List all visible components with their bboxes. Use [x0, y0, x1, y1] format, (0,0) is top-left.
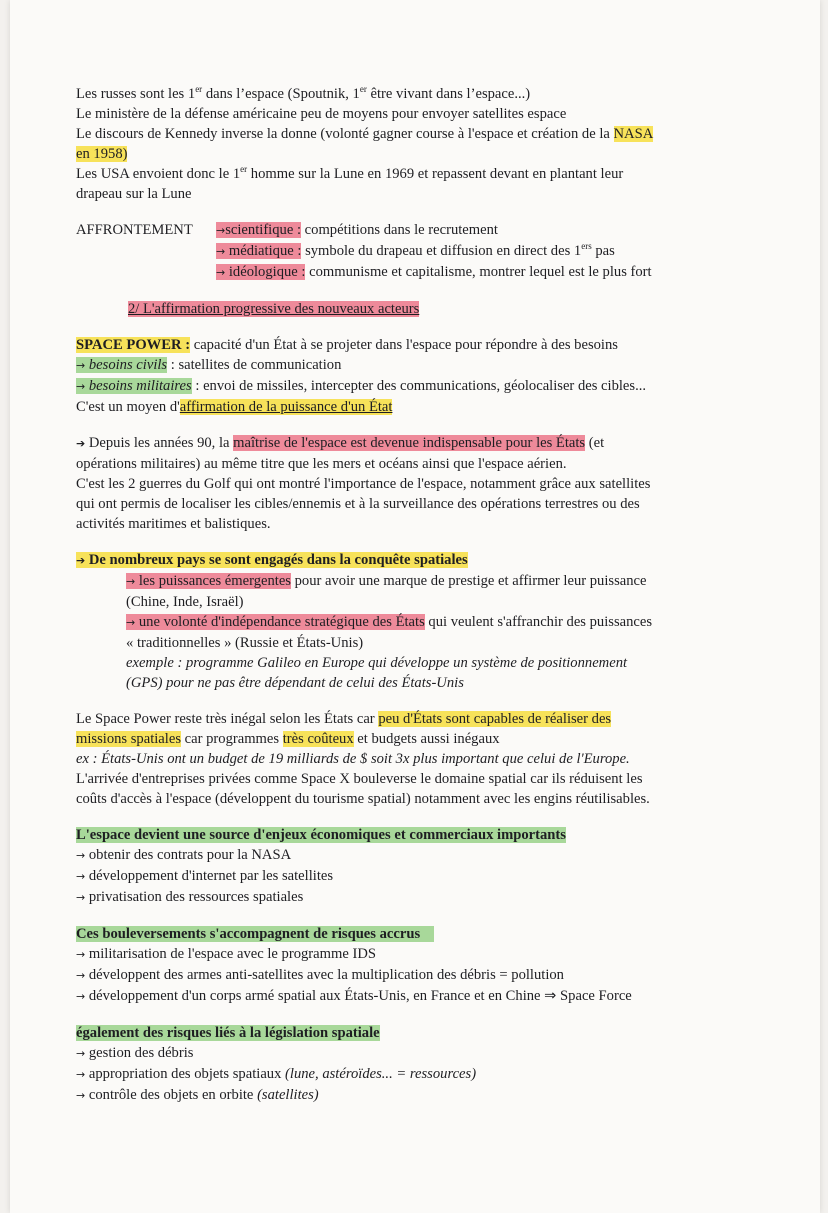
risques-title: Ces bouleversements s'accompagnent de risques accrus [76, 926, 434, 942]
arrow-icon: → [216, 224, 226, 237]
affrontement-item-1: →scientifique : compétitions dans le recrutement [216, 222, 498, 238]
tag-besoins-militaires: → besoins militaires [76, 378, 192, 394]
affrontement-item-3: → idéologique : communisme et capitalisme, montrer lequel est le plus fort [216, 264, 652, 280]
tag-ideologique: → idéologique : [216, 264, 306, 280]
bold-arrow-icon: ➔ [76, 437, 86, 450]
arrow-icon: → [76, 1089, 86, 1102]
document-page [10, 0, 820, 1213]
legislation-title-row [76, 1023, 756, 1043]
puissances-emergentes: → les puissances émergentes pour avoir une marque de prestige et affirmer leur puissance [126, 573, 647, 589]
enjeux-item-2: → développement d'internet par les satellites [76, 868, 334, 884]
arrow-icon: → [76, 380, 86, 393]
inegal-line-5: coûts d'accès à l'espace (développent du tourisme spatial) notamment avec les engins réutilisables. [76, 791, 650, 807]
section-2-title: 2/ L'affirmation progressive des nouveaux acteurs [128, 301, 420, 317]
exemple-galileo-2: (GPS) pour ne pas être dépendant de celui des États-Unis [126, 675, 464, 691]
highlight-peu-etats: peu d'États sont capables de réaliser des [378, 711, 612, 727]
risques-item-2: → développent des armes anti-satellites avec la multiplication des débris = pollution [76, 967, 564, 983]
exemple-galileo-1: exemple : programme Galileo en Europe qui développe un système de positionnement [126, 655, 628, 671]
inegal-line-4: L'arrivée d'entreprises privées comme Space X bouleverse le domaine spatial car ils réduisent les [76, 771, 643, 787]
highlight-1958: en 1958) [76, 146, 128, 162]
risques-title-row [76, 924, 756, 944]
arrow-icon: → [126, 616, 136, 629]
volonte-independance-line-2: « traditionnelles » (Russie et États-Unis) [126, 635, 364, 651]
p90-line-4: qui ont permis de localiser les cibles/ennemis et à la surveillance des opérations terrestres ou des [76, 496, 640, 512]
affrontement-label: AFFRONTEMENT [76, 222, 193, 238]
arrow-icon: → [76, 1068, 86, 1081]
besoins-militaires: → besoins militaires : envoi de missiles, intercepter des communications, géolocaliser des cibles... [76, 378, 647, 394]
highlight-affirmation: affirmation de la puissance d'un État [179, 399, 393, 415]
enjeux-title-row [76, 825, 756, 845]
arrow-icon: → [76, 891, 86, 904]
tag-besoins-civils: → besoins civils [76, 357, 168, 373]
intro-line-1: Les russes sont les 1er dans l’espace (Spoutnik, 1er être vivant dans l’espace...) [76, 84, 531, 102]
intro-line-3c [76, 144, 756, 164]
arrow-icon: → [76, 359, 86, 372]
highlight-maitrise: maîtrise de l'espace est devenue indispensable pour les États [233, 435, 586, 451]
intro-line-2: Le ministère de la défense américaine peu de moyens pour envoyer satellites espace [76, 106, 567, 122]
besoins-civils: → besoins civils : satellites de communication [76, 357, 342, 373]
space-power-term: SPACE POWER : [76, 337, 191, 353]
enjeux-title: L'espace devient une source d'enjeux économiques et commerciaux importants [76, 827, 566, 843]
legislation-item-2: → appropriation des objets spatiaux (lune, astéroïdes... = ressources) [76, 1066, 477, 1082]
intro-line-5: drapeau sur la Lune [76, 186, 192, 202]
tag-puissances-emergentes: → les puissances émergentes [126, 573, 291, 589]
volonte-independance: → une volonté d'indépendance stratégique des États qui veulent s'affranchir des puissances [126, 614, 653, 630]
p90-line-2: opérations militaires) au même titre que les mers et océans ainsi que l'espace aérien. [76, 456, 567, 472]
intro-line-4: Les USA envoient donc le 1er homme sur la Lune en 1969 et repassent devant en plantant leur [76, 164, 624, 182]
highlight-missions: missions spatiales [76, 731, 181, 747]
highlight-couteux: très coûteux [282, 731, 354, 747]
arrow-icon: → [216, 266, 226, 279]
arrow-icon: → [126, 575, 136, 588]
space-power-definition: SPACE POWER : capacité d'un État à se projeter dans l'espace pour répondre à des besoins [76, 337, 618, 353]
risques-item-1: → militarisation de l'espace avec le programme IDS [76, 946, 376, 962]
tag-volonte-independance: → une volonté d'indépendance stratégique des États [126, 614, 425, 630]
arrow-icon: → [76, 1047, 86, 1060]
legislation-item-1: → gestion des débris [76, 1045, 194, 1061]
intro-line-3 [76, 124, 756, 144]
enjeux-item-1: → obtenir des contrats pour la NASA [76, 847, 292, 863]
notes-content [76, 84, 756, 1106]
moyen-affirmation: C'est un moyen d'affirmation de la puissance d'un État [76, 399, 393, 415]
tag-scientifique: →scientifique : [216, 222, 302, 238]
arrow-icon: → [76, 849, 86, 862]
inegal-example: ex : États-Unis ont un budget de 19 milliards de $ soit 3x plus important que celui de l'Europe. [76, 751, 630, 767]
arrow-icon: → [76, 948, 86, 961]
legislation-title: également des risques liés à la législation spatiale [76, 1025, 380, 1041]
bold-arrow-icon: ➔ [76, 554, 86, 567]
legislation-item-3: → contrôle des objets en orbite (satellites) [76, 1087, 319, 1103]
tag-mediatique: → médiatique : [216, 243, 302, 259]
p90-line-3: C'est les 2 guerres du Golf qui ont montré l'importance de l'espace, notamment grâce aux satellites [76, 476, 651, 492]
arrow-icon: → [216, 245, 226, 258]
p90-line-1: ➔ Depuis les années 90, la maîtrise de l'espace est devenue indispensable pour les États (et [76, 435, 605, 451]
pays-title: ➔ De nombreux pays se sont engagés dans la conquête spatiales [76, 552, 468, 568]
intro-line-3a: Le discours de Kennedy inverse la donne (volonté gagner course à l'espace et création de la [76, 126, 614, 142]
highlight-nasa: NASA [613, 126, 654, 142]
affrontement-row-1 [76, 220, 756, 241]
enjeux-item-3: → privatisation des ressources spatiales [76, 889, 304, 905]
arrow-icon: → [76, 990, 86, 1003]
inegal-line-1: Le Space Power reste très inégal selon les États car peu d'États sont capables de réaliser des [76, 711, 612, 727]
section-2-title-row [76, 299, 756, 319]
arrow-icon: → [76, 969, 86, 982]
arrow-icon: → [76, 870, 86, 883]
puissances-emergentes-examples: (Chine, Inde, Israël) [126, 594, 244, 610]
inegal-line-2: missions spatiales car programmes très coûteux et budgets aussi inégaux [76, 731, 500, 747]
affrontement-item-2: → médiatique : symbole du drapeau et diffusion en direct des 1ers pas [216, 241, 615, 259]
pays-title-row [76, 550, 756, 571]
risques-item-3: → développement d'un corps armé spatial aux États-Unis, en France et en Chine ⇒ Space Force [76, 988, 632, 1004]
p90-line-5: activités maritimes et balistiques. [76, 516, 271, 532]
